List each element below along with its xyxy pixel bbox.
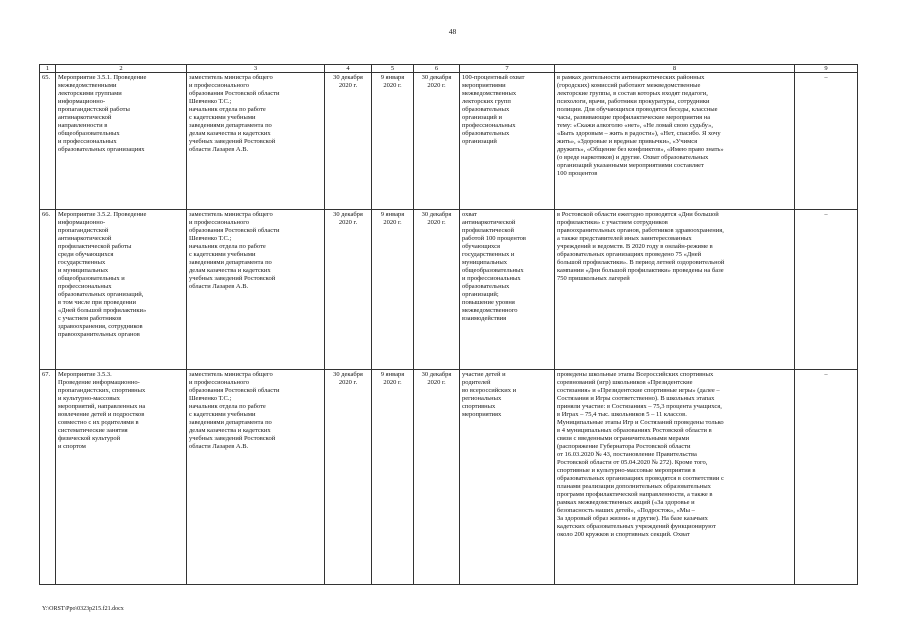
- event-cell: Мероприятие 3.5.2. Проведение информационно- пропагандистской антинаркотической профилактической работы среди обучающихся государственных и муниципальных общеобразовательных и профессиональных образовательных организаций, в том числе при проведении «Дней большой профилактики» с участием работников здравоохранения, сотрудников правоохранительных органов: [56, 210, 187, 370]
- table-row: [40, 210, 858, 370]
- date-plan-cell: 9 января 2020 г.: [372, 210, 414, 370]
- date-plan-cell: 9 января 2020 г.: [372, 370, 414, 585]
- table-row: [40, 73, 858, 210]
- date-fact-cell: 30 декабря 2020 г.: [414, 73, 460, 210]
- header-cell: 1: [40, 65, 56, 73]
- result-cell: 100-процентный охват мероприятиями межведомственных лекторских групп образовательных организаций и профессиональных образовательных организаций: [460, 73, 555, 210]
- date-start-cell: 30 декабря 2020 г.: [325, 73, 372, 210]
- responsible-cell: заместитель министра общего и профессионального образования Ростовской области Шевченко Т.С.; начальник отдела по работе с кадетскими учебными заведениями департамента по делам казачества и кадетских учебных заведений Ростовской области Лазарев А.В.: [187, 210, 325, 370]
- row-number: 65.: [40, 73, 56, 210]
- header-cell: 9: [795, 65, 858, 73]
- header-cell: 7: [460, 65, 555, 73]
- result-cell: охват антинаркотической профилактической работой 100 процентов обучающихся государственных и муниципальных общеобразовательных и профессиональных образовательных организаций; повышение уровня межведомственного взаимодействия: [460, 210, 555, 370]
- date-start-cell: 30 декабря 2020 г.: [325, 370, 372, 585]
- file-path-footer: Y:\ORST\Ppo\0323p215.f21.docx: [42, 606, 124, 612]
- page-number: 48: [448, 27, 457, 36]
- info-cell: проведены школьные этапы Всероссийских спортивных соревнований (игр) школьников «Президентские состязания» и «Президентские спортивные игры» (далее – Состязания и Игры соответственно). В школьных этапах приняли участие: в Состязаниях – 75,3 процента учащихся, в Играх – 75,4 тыс. школьников 5 – 11 классов. Муниципальные этапы Игр и Состязаний проведены только в 4 муниципальных образованиях Ростовской области в связи с введенными ограничительными мерами (распоряжение Губернатора Ростовской области от 16.03.2020 № 43, постановление Правительства Ростовской области от 05.04.2020 № 272). Кроме того, спортивные и культурно-массовые мероприятия в образовательных организациях проводятся в соответствии с планами реализации дополнительных образовательных программ профилактической направленности, а также в рамках межведомственных акций («За здоровье и безопасность наших детей», «Подросток», «Мы – За здоровый образ жизни» и другие). На базе казачьих кадетских образовательных учреждений функционируют около 200 кружков и спортивных секций. Охват: [555, 370, 795, 585]
- responsible-cell: заместитель министра общего и профессионального образования Ростовской области Шевченко Т.С.; начальник отдела по работе с кадетскими учебными заведениями департамента по делам казачества и кадетских учебных заведений Ростовской области Лазарев А.В.: [187, 370, 325, 585]
- note-cell: –: [795, 370, 858, 585]
- responsible-cell: заместитель министра общего и профессионального образования Ростовской области Шевченко Т.С.; начальник отдела по работе с кадетскими учебными заведениями департамента по делам казачества и кадетских учебных заведений Ростовской области Лазарев А.В.: [187, 73, 325, 210]
- report-table: [39, 64, 858, 585]
- row-number: 67.: [40, 370, 56, 585]
- header-cell: 4: [325, 65, 372, 73]
- note-cell: –: [795, 73, 858, 210]
- date-fact-cell: 30 декабря 2020 г.: [414, 370, 460, 585]
- date-start-cell: 30 декабря 2020 г.: [325, 210, 372, 370]
- result-cell: участие детей и родителей во всероссийских и региональных спортивных мероприятиях: [460, 370, 555, 585]
- info-cell: в Ростовской области ежегодно проводятся «Дни большой профилактики» с участием сотрудников правоохранительных органов, работников здравоохранения, а также представителей иных заинтересованных учреждений и ведомств. В 2020 году в онлайн-режиме в образовательных организациях проведено 75 «Дней большой профилактики». В период летней оздоровительной кампании «Дни большой профилактики» проведены на базе 750 пришкольных лагерей: [555, 210, 795, 370]
- note-cell: –: [795, 210, 858, 370]
- date-plan-cell: 9 января 2020 г.: [372, 73, 414, 210]
- date-fact-cell: 30 декабря 2020 г.: [414, 210, 460, 370]
- header-cell: 2: [56, 65, 187, 73]
- header-cell: 6: [414, 65, 460, 73]
- header-cell: 3: [187, 65, 325, 73]
- event-cell: Мероприятие 3.5.1. Проведение межведомственными лекторскими группами информационно- пропагандистской работы антинаркотической направленности в общеобразовательных и профессиональных образовательных организациях: [56, 73, 187, 210]
- header-row: [40, 65, 858, 73]
- header-cell: 5: [372, 65, 414, 73]
- row-number: 66.: [40, 210, 56, 370]
- header-cell: 8: [555, 65, 795, 73]
- table-row: [40, 370, 858, 585]
- info-cell: в рамках деятельности антинаркотических районных (городских) комиссий работают межведомственные лекторские группы, в состав которых входят педагоги, психологи, врачи, работники прокуратуры, сотрудники полиции. Для обучающихся проводятся беседы, классные часы, развивающие профилактические мероприятия на тему: «Скажи алкоголю «нет», «Не ломай свою судьбу», «Быть здоровым – жить в радости»), «Нет, спасибо. Я хочу жить», «Здоровые и вредные привычки», «Учимся дружить», «Общение без конфликтов», «Имею право знать» (о вреде наркотиков) и другие. Охват образовательных организаций указанными мероприятиями составляет 100 процентов: [555, 73, 795, 210]
- event-cell: Мероприятие 3.5.3. Проведение информационно- пропагандистских, спортивных и культурно-массовых мероприятий, направленных на вовлечение детей и подростков совместно с их родителями в систематические занятия физической культурой и спортом: [56, 370, 187, 585]
